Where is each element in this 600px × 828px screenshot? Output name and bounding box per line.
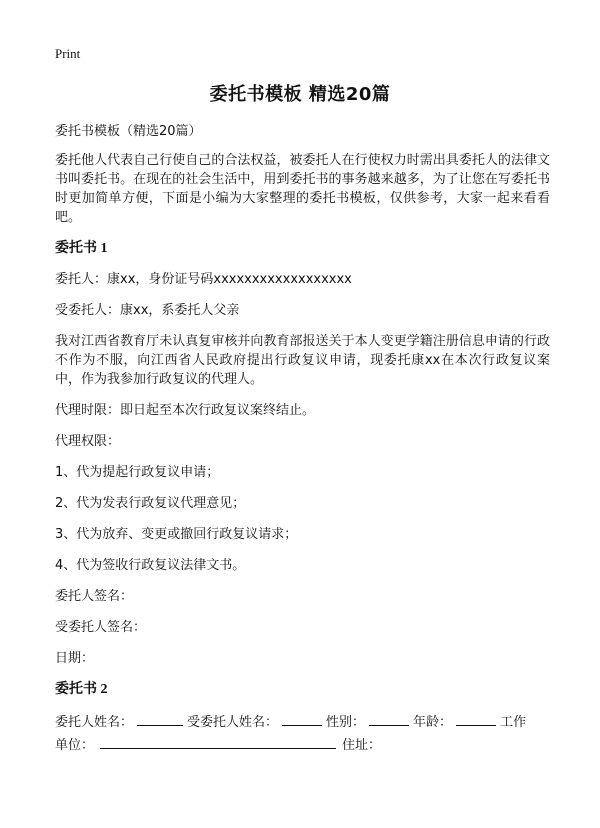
section-heading-2: 委托书 2 bbox=[55, 682, 108, 697]
agent-name-label: 受委托人姓名： bbox=[187, 715, 279, 730]
print-link[interactable]: Print bbox=[55, 46, 81, 61]
gender-blank bbox=[369, 711, 409, 726]
power-item: 3、代为放弃、变更或撤回行政复议请求； bbox=[55, 527, 298, 542]
unit-label: 单位： bbox=[55, 738, 95, 753]
agent-signature-line: 受委托人签名： bbox=[55, 620, 147, 635]
powers-heading: 代理权限： bbox=[55, 434, 121, 449]
power-item: 4、代为签收行政复议法律文书。 bbox=[55, 558, 246, 573]
form-row-names bbox=[55, 711, 550, 734]
gender-label: 性别： bbox=[326, 715, 366, 730]
principal-name-blank bbox=[137, 711, 183, 726]
intro-paragraph: 委托他人代表自己行使自己的合法权益，被委托人在行使权力时需出具委托人的法律文书叫委托书。在现在的社会生活中，用到委托书的事务越来越多，为了让您在写委托书时更加简单方便，下面是小编为大家整理的委托书模板，仅供参考，大家一起来看看吧。 bbox=[55, 153, 550, 225]
principal-signature-line: 委托人签名： bbox=[55, 589, 134, 604]
document-subtitle: 委托书模板（精选20篇） bbox=[55, 124, 202, 139]
age-blank bbox=[456, 711, 496, 726]
term-line: 代理时限：即日起至本次行政复议案终结止。 bbox=[55, 403, 316, 418]
section-1-body: 我对江西省教育厅未认真复审核并向教育部报送关于本人变更学籍注册信息申请的行政不作为不服，向江西省人民政府提出行政复议申请，现委托康xx在本次行政复议案中，作为我参加行政复议的代理人。 bbox=[55, 334, 550, 387]
power-item: 1、代为提起行政复议申请； bbox=[55, 465, 220, 480]
power-item: 2、代为发表行政复议代理意见； bbox=[55, 496, 246, 511]
principal-line: 委托人：康xx，身份证号码xxxxxxxxxxxxxxxxxx bbox=[55, 272, 352, 287]
address-label: 住址： bbox=[342, 738, 382, 753]
unit-blank bbox=[100, 734, 336, 749]
date-line: 日期： bbox=[55, 651, 95, 666]
section-heading-1: 委托书 1 bbox=[55, 241, 108, 256]
agent-name-blank bbox=[282, 711, 322, 726]
document-body bbox=[55, 122, 550, 757]
agent-line: 受委托人：康xx，系委托人父亲 bbox=[55, 303, 240, 318]
work-label: 工作 bbox=[500, 715, 527, 730]
page-title: 委托书模板 精选20篇 bbox=[209, 84, 391, 105]
form-row-unit bbox=[55, 734, 550, 757]
principal-name-label: 委托人姓名： bbox=[55, 715, 134, 730]
age-label: 年龄： bbox=[413, 715, 453, 730]
